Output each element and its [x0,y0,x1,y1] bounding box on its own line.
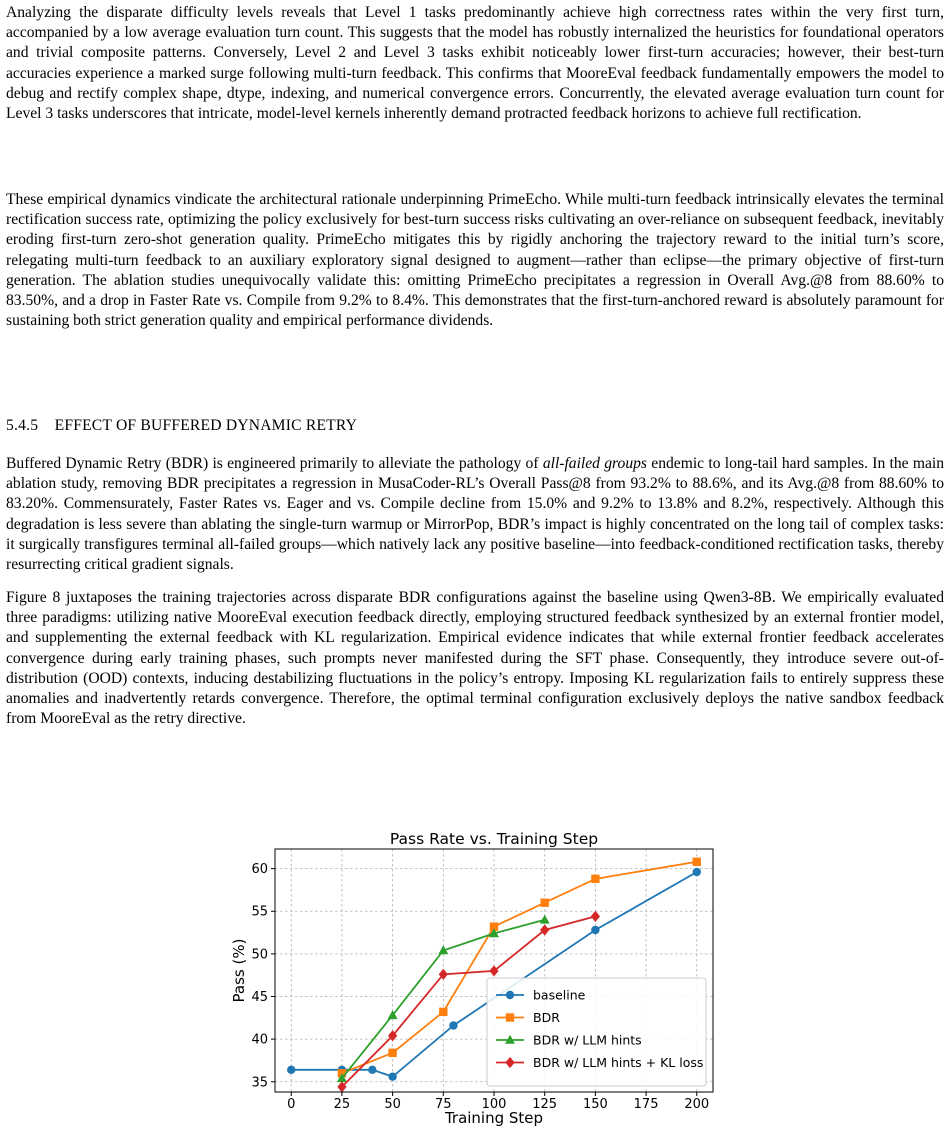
y-tick-label: 35 [251,1075,268,1091]
x-tick-label: 150 [582,1097,608,1112]
y-axis-label: Pass (%) [230,938,248,1003]
section-title: EFFECT OF BUFFERED DYNAMIC RETRY [54,417,358,434]
data-point [489,965,498,976]
y-tick-label: 60 [251,862,268,878]
data-point [540,899,548,907]
x-tick-label: 125 [532,1097,558,1112]
y-tick-label: 50 [251,947,268,963]
data-point [591,875,599,883]
data-point [591,926,599,934]
legend-label: baseline [533,987,586,1003]
paragraph-difficulty-levels: Analyzing the disparate difficulty levels reveals that Level 1 tasks predominantly achieve high correctness rates within the very first turn, accompanied by a low average evaluation turn count. This suggests that the model has robustly internalized the heuristics for foundational operators and trivial composite patterns. Conversely, Level 2 and Level 3 tasks exhibit noticeably lower first-turn accuracies; however, their best-turn accuracies experience a marked surge following multi-turn feedback. This confirms that MooreEval feedback fundamentally empowers the model to debug and rectify complex shape, dtype, indexing, and numerical convergence errors. Concurrently, the elevated average evaluation turn count for Level 3 tasks underscores that intricate, model-level kernels inherently demand protracted feedback horizons to achieve full rectification. [6,4,944,123]
data-point [287,1066,295,1074]
legend-label: BDR w/ LLM hints + KL loss [533,1055,704,1070]
data-point [693,858,701,866]
data-point [388,1072,396,1080]
data-point [506,1013,514,1021]
y-tick-label: 55 [251,904,268,920]
emphasis-all-failed-groups: all-failed groups [542,455,647,472]
data-point [439,1008,447,1016]
paragraph-figure-discussion: Figure 8 juxtaposes the training trajectories across disparate BDR configurations against the baseline using Qwen3-8B. We empirically evaluated three paradigms: utilizing native MooreEval execution feedback directly, employing structured feedback synthesized by an external frontier model, and supplementing the external feedback with KL regularization. Empirical evidence indicates that while external frontier feedback accelerates convergence during early training phases, such prompts never manifested during the SFT phase. Consequently, they introduce severe out-of-distribution (OOD) contexts, inducing destabilizing fluctuations in the policy’s entropy. Imposing KL regularization fails to entirely suppress these anomalies and inadvertently retards convergence. Therefore, the optimal terminal configuration exclusively deploys the native sandbox feedback from MooreEval as the retry directive. [6,589,944,728]
paragraph-bdr-description: Buffered Dynamic Retry (BDR) is engineered primarily to alleviate the pathology of all-failed groups endemic to long-tail hard samples. In the main ablation study, removing BDR precipitates a regression in MusaCoder-RL’s Overall Pass@8 from 93.2% to 88.6%, and its Avg.@8 from 88.60% to 83.20%. Commensurately, Faster Rates vs. Eager and vs. Compile decline from 15.0% and 9.2% to 13.8% and 8.2%, respectively. Although this degradation is less severe than ablating the single-turn warmup or MirrorPop, BDR’s impact is highly concentrated on the long tail of complex tasks: it surgically transfigures terminal all-failed groups—which natively lack any positive baseline—into feedback-conditioned rectification tasks, thereby resurrecting critical gradient signals. [6,455,945,574]
x-axis-label: Training Step [444,1109,544,1127]
x-tick-label: 175 [633,1097,659,1112]
data-point [540,924,549,935]
data-point [368,1066,376,1074]
x-tick-label: 75 [435,1097,452,1112]
paragraph-primeecho-rationale: These empirical dynamics vindicate the architectural rationale underpinning PrimeEcho. While multi-turn feedback intrinsically elevates the terminal rectification success rate, optimizing the policy exclusively for best-turn success risks cultivating an over-reliance on subsequent feedback, inevitably eroding first-turn zero-shot generation quality. PrimeEcho mitigates this by rigidly anchoring the trajectory reward to the initial turn’s score, relegating multi-turn feedback to an auxiliary exploratory signal designed to augment—rather than eclipse—the primary objective of first-turn generation. The ablation studies unequivocally validate this: omitting PrimeEcho precipitates a regression in Overall Avg.@8 from 88.60% to 83.50%, and a drop in Faster Rate vs. Compile from 9.2% to 8.4%. This demonstrates that the first-turn-anchored reward is absolutely paramount for sustaining both strict generation quality and empirical performance dividends. [6,191,944,330]
legend-label: BDR w/ LLM hints [533,1032,642,1048]
x-tick-label: 25 [333,1097,351,1112]
data-point [449,1021,457,1029]
data-point [693,868,701,876]
data-point [540,915,550,924]
data-point [388,1049,396,1057]
data-point [591,911,600,922]
x-tick-label: 0 [287,1097,296,1112]
x-tick-label: 50 [384,1097,401,1112]
data-point [506,991,514,999]
x-tick-label: 200 [684,1097,710,1112]
x-tick-label: 100 [481,1097,507,1112]
chart-title: Pass Rate vs. Training Step [389,830,599,848]
y-tick-label: 40 [251,1032,268,1048]
section-number: 5.4.5 [6,417,39,434]
legend-label: BDR [533,1010,560,1025]
y-tick-label: 45 [251,990,268,1006]
